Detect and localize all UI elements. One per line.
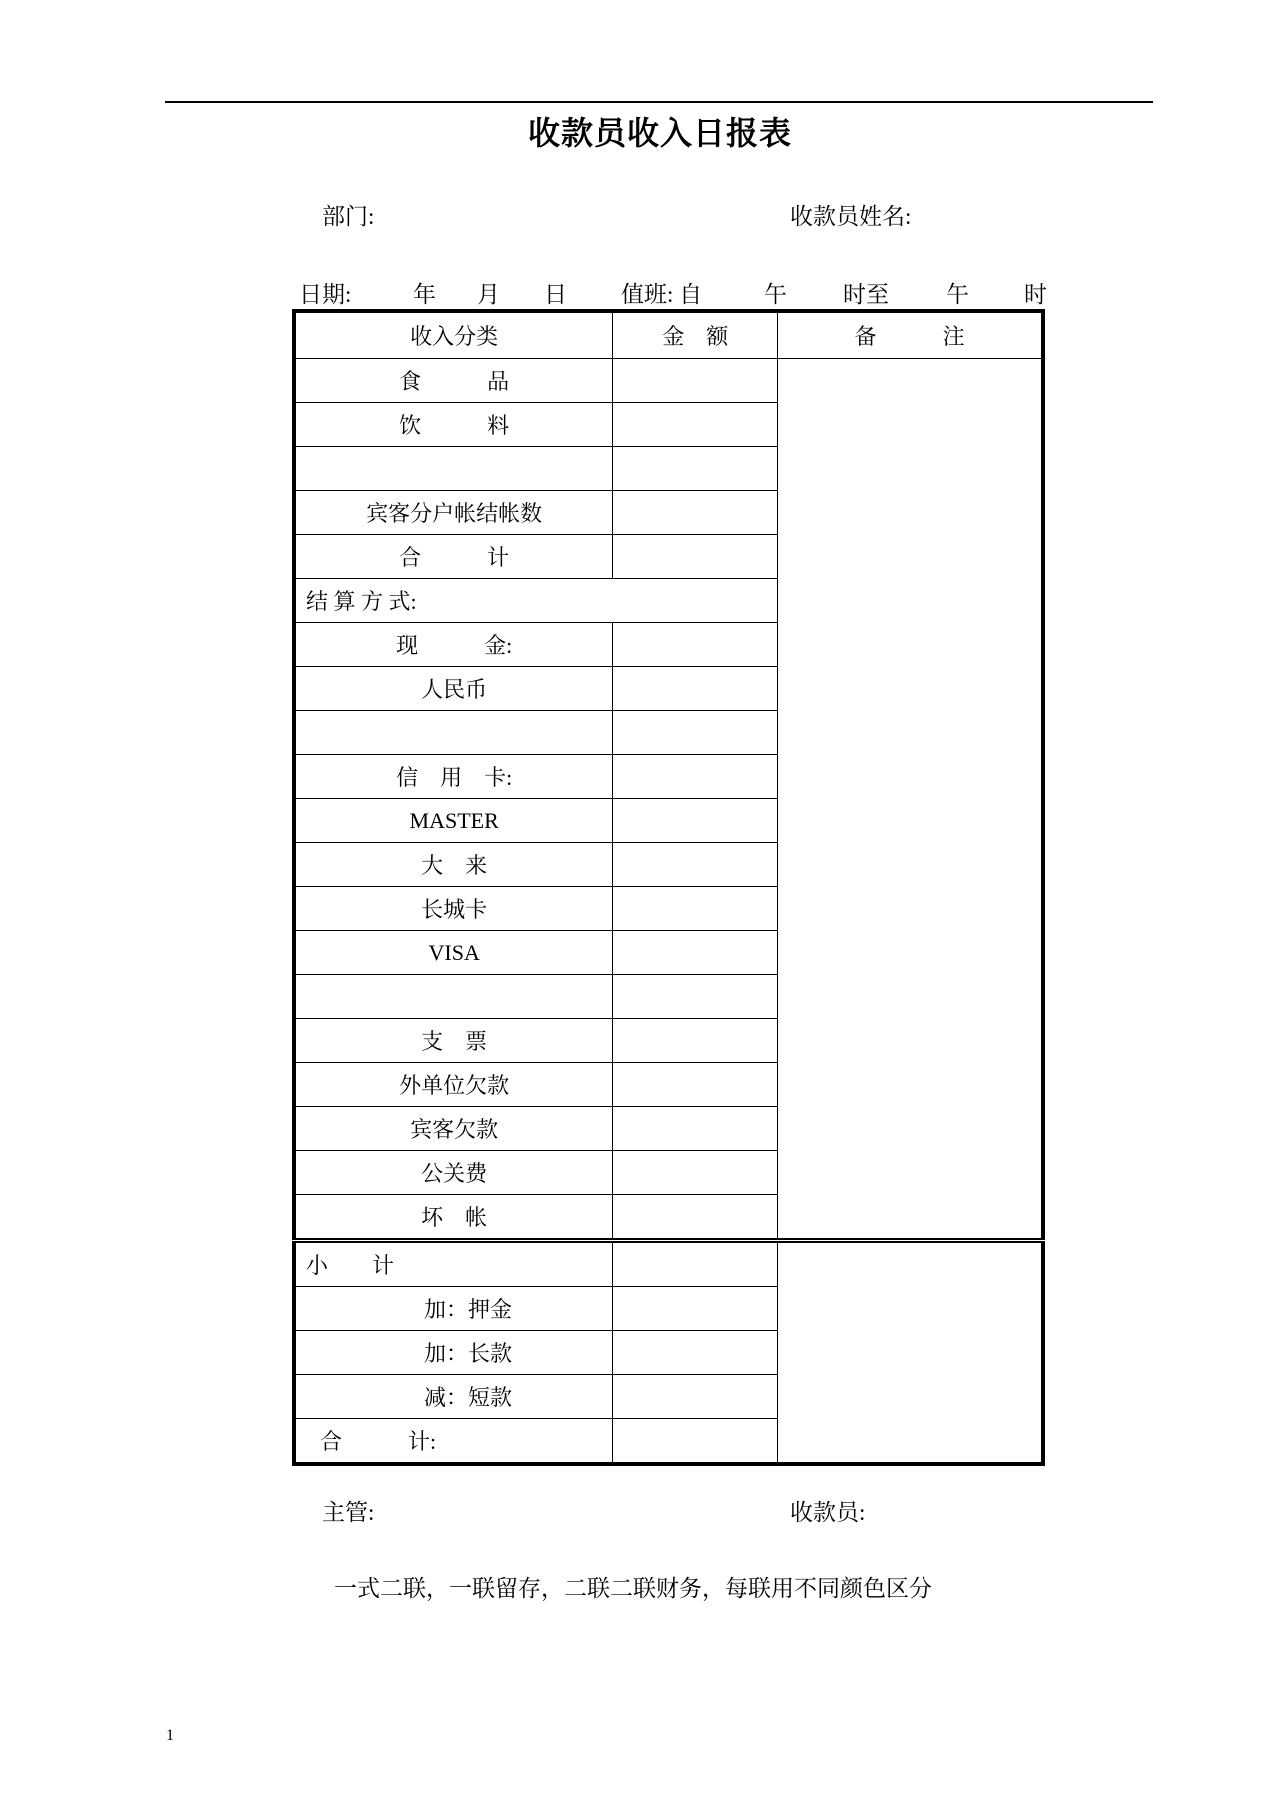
row-label: 饮 料 (294, 403, 613, 447)
day-label: 日 (544, 282, 567, 307)
row-label: 外单位欠款 (294, 1063, 613, 1107)
month-label: 月 (477, 282, 500, 307)
income-report-table (292, 309, 1045, 1466)
subtotal-label: 小 计 (294, 1241, 613, 1287)
amount-cell[interactable] (613, 1419, 778, 1465)
page-number: 1 (166, 1727, 174, 1744)
row-label: 大 来 (294, 843, 613, 887)
row-label (294, 447, 613, 491)
amount-cell[interactable] (613, 1195, 778, 1241)
amount-cell[interactable] (613, 1241, 778, 1287)
row-label: 信 用 卡: (294, 755, 613, 799)
amount-cell[interactable] (613, 403, 778, 447)
col-header-category: 收入分类 (294, 311, 613, 359)
row-label (294, 975, 613, 1019)
row-label: MASTER (294, 799, 613, 843)
cashier-name-label: 收款员姓名: (790, 204, 912, 229)
row-label: 公关费 (294, 1151, 613, 1195)
amount-cell[interactable] (613, 1151, 778, 1195)
row-label: VISA (294, 931, 613, 975)
row-label: 食 品 (294, 359, 613, 403)
header-rule (165, 101, 1153, 103)
amount-cell[interactable] (613, 1331, 778, 1375)
noon-label-1: 午 (764, 282, 787, 307)
amount-cell[interactable] (613, 975, 778, 1019)
amount-cell[interactable] (613, 447, 778, 491)
cashier-label: 收款员: (790, 1500, 866, 1525)
amount-cell[interactable] (613, 1107, 778, 1151)
page-title: 收款员收入日报表 (527, 115, 792, 151)
amount-cell[interactable] (613, 623, 778, 667)
hour-label: 时 (1024, 282, 1047, 307)
amount-cell[interactable] (613, 711, 778, 755)
row-label: 减：短款 (294, 1375, 613, 1419)
row-label: 支 票 (294, 1019, 613, 1063)
amount-cell[interactable] (613, 491, 778, 535)
amount-cell[interactable] (613, 887, 778, 931)
noon-label-2: 午 (946, 282, 969, 307)
col-header-remarks: 备 注 (778, 311, 1043, 359)
settlement-label: 结 算 方 式: (294, 579, 778, 623)
row-label (294, 711, 613, 755)
row-label: 宾客分户帐结帐数 (294, 491, 613, 535)
shift-from-label: 值班: 自 (621, 282, 703, 307)
row-label: 长城卡 (294, 887, 613, 931)
amount-cell[interactable] (613, 1287, 778, 1331)
amount-cell[interactable] (613, 755, 778, 799)
total-label: 合 计: (294, 1419, 613, 1465)
hour-to-label: 时至 (843, 282, 889, 307)
remarks-cell-summary[interactable] (778, 1241, 1043, 1465)
row-label: 加：长款 (294, 1331, 613, 1375)
row-label: 坏 帐 (294, 1195, 613, 1241)
amount-cell[interactable] (613, 799, 778, 843)
year-label: 年 (413, 282, 436, 307)
amount-cell[interactable] (613, 535, 778, 579)
amount-cell[interactable] (613, 843, 778, 887)
remarks-cell[interactable] (778, 359, 1043, 1241)
row-label: 加：押金 (294, 1287, 613, 1331)
amount-cell[interactable] (613, 1063, 778, 1107)
date-label: 日期: (299, 282, 352, 307)
copies-note: 一式二联，一联留存，二联二联财务，每联用不同颜色区分 (334, 1576, 932, 1601)
amount-cell[interactable] (613, 667, 778, 711)
row-label: 宾客欠款 (294, 1107, 613, 1151)
amount-cell[interactable] (613, 931, 778, 975)
department-label: 部门: (322, 204, 375, 229)
amount-cell[interactable] (613, 1019, 778, 1063)
row-label: 人民币 (294, 667, 613, 711)
supervisor-label: 主管: (322, 1500, 375, 1525)
row-label: 现 金: (294, 623, 613, 667)
col-header-amount: 金 额 (613, 311, 778, 359)
amount-cell[interactable] (613, 359, 778, 403)
row-label: 合 计 (294, 535, 613, 579)
amount-cell[interactable] (613, 1375, 778, 1419)
